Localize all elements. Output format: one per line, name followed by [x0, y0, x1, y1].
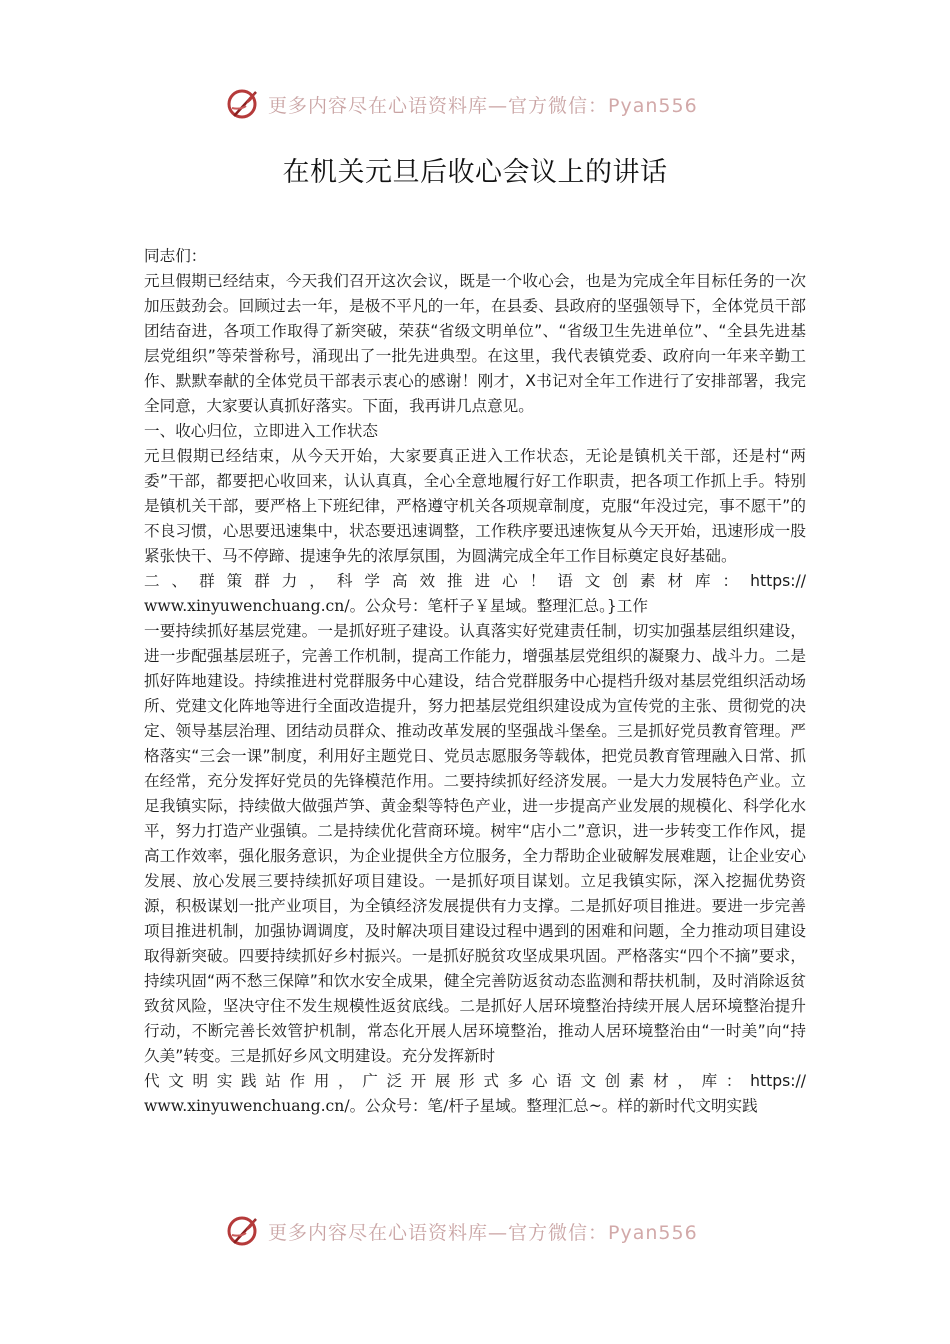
- banner-handle: Pyan556: [608, 94, 698, 117]
- document-title: 在机关元旦后收心会议上的讲话: [282, 157, 668, 188]
- banner-handle: Pyan556: [608, 1221, 698, 1244]
- feather-logo-icon: [226, 1213, 262, 1249]
- banner-text: 更多内容尽在心语资料库—官方微信：: [268, 1221, 609, 1244]
- heading-section-2-cont: www.xinyuwenchuang.cn/。公众号：笔杆子￥星域。整理汇总。}工作: [144, 597, 648, 615]
- document-body: [144, 244, 806, 1119]
- paragraph-line-ad-cont: www.xinyuwenchuang.cn/。公众号：笔/杆子星域。整理汇总~。样的新时代文明实践: [144, 1097, 758, 1115]
- banner-text: 更多内容尽在心语资料库—官方微信：: [268, 94, 609, 117]
- heading-section-2: 二、群策群力，科学高效推进心！语文创素材库：https://: [144, 572, 806, 590]
- paragraph-intro: 元旦假期已经结束，今天我们召开这次会议，既是一个收心会，也是为完成全年目标任务的一次加压鼓劲会。回顾过去一年，是极不平凡的一年，在县委、县政府的坚强领导下，全体党员干部团结奋进，各项工作取得了新突破，荣获“省级文明单位”、“省级卫生先进单位”、“全县先进基层党组织”等荣誉称号，涌现出了一批先进典型。在这里，我代表镇党委、政府向一年来辛勤工作、默默奉献的全体党员干部表示衷心的感谢！刚才，X书记对全年工作进行了安排部署，我完全同意，大家要认真抓好落实。下面，我再讲几点意见。: [144, 272, 806, 415]
- salutation: 同志们：: [144, 247, 207, 265]
- feather-logo-icon: [226, 86, 262, 122]
- heading-section-1: 一、收心归位，立即进入工作状态: [144, 422, 378, 440]
- paragraph-line-ad: 代文明实践站作用，广泛开展形式多心语文创素材，库：https://: [144, 1072, 806, 1090]
- header-watermark-banner: [226, 84, 698, 124]
- paragraph-section-1: 元旦假期已经结束，从今天开始，大家要真正进入工作状态，无论是镇机关干部，还是村“两委”干部，都要把心收回来，认认真真，全心全意地履行好工作职责，把各项工作抓上手。特别是镇机关干部，要严格上下班纪律，严格遵守机关各项规章制度，克服“年没过完，事不愿干”的不良习惯，心思要迅速集中，状态要迅速调整，工作秩序要迅速恢复从今天开始，迅速形成一股紧张快干、马不停蹄、提速争先的浓厚氛围，为圆满完成全年工作目标奠定良好基础。: [144, 447, 806, 565]
- paragraph-section-2: 一要持续抓好基层党建。一是抓好班子建设。认真落实好党建责任制，切实加强基层组织建设，进一步配强基层班子，完善工作机制，提高工作能力，增强基层党组织的凝聚力、战斗力。二是抓好阵地建设。持续推进村党群服务中心建设，结合党群服务中心提档升级对基层党组织活动场所、党建文化阵地等进行全面改造提升，努力把基层党组织建设成为宣传党的主张、贯彻党的决定、领导基层治理、团结动员群众、推动改革发展的坚强战斗堡垒。三是抓好党员教育管理。严格落实“三会一课”制度，利用好主题党日、党员志愿服务等载体，把党员教育管理融入日常、抓在经常，充分发挥好党员的先锋模范作用。二要持续抓好经济发展。一是大力发展特色产业。立足我镇实际，持续做大做强芦笋、黄金梨等特色产业，进一步提高产业发展的规模化、科学化水平，努力打造产业强镇。二是持续优化营商环境。树牢“店小二”意识，进一步转变工作作风，提高工作效率，强化服务意识，为企业提供全方位服务，全力帮助企业破解发展难题，让企业安心发展、放心发展三要持续抓好项目建设。一是抓好项目谋划。立足我镇实际，深入挖掘优势资源，积极谋划一批产业项目，为全镇经济发展提供有力支撑。二是抓好项目推进。要进一步完善项目推进机制，加强协调调度，及时解决项目建设过程中遇到的困难和问题，全力推动项目建设取得新突破。四要持续抓好乡村振兴。一是抓好脱贫攻坚成果巩固。严格落实“四个不摘”要求，持续巩固“两不愁三保障”和饮水安全成果，健全完善防返贫动态监测和帮扶机制，及时消除返贫致贫风险，坚决守住不发生规模性返贫底线。二是抓好人居环境整治持续开展人居环境整治提升行动，不断完善长效管护机制，常态化开展人居环境整治，推动人居环境整治由“一时美”向“持久美”转变。三是抓好乡风文明建设。充分发挥新时: [144, 622, 806, 1065]
- footer-watermark-banner: [226, 1211, 698, 1251]
